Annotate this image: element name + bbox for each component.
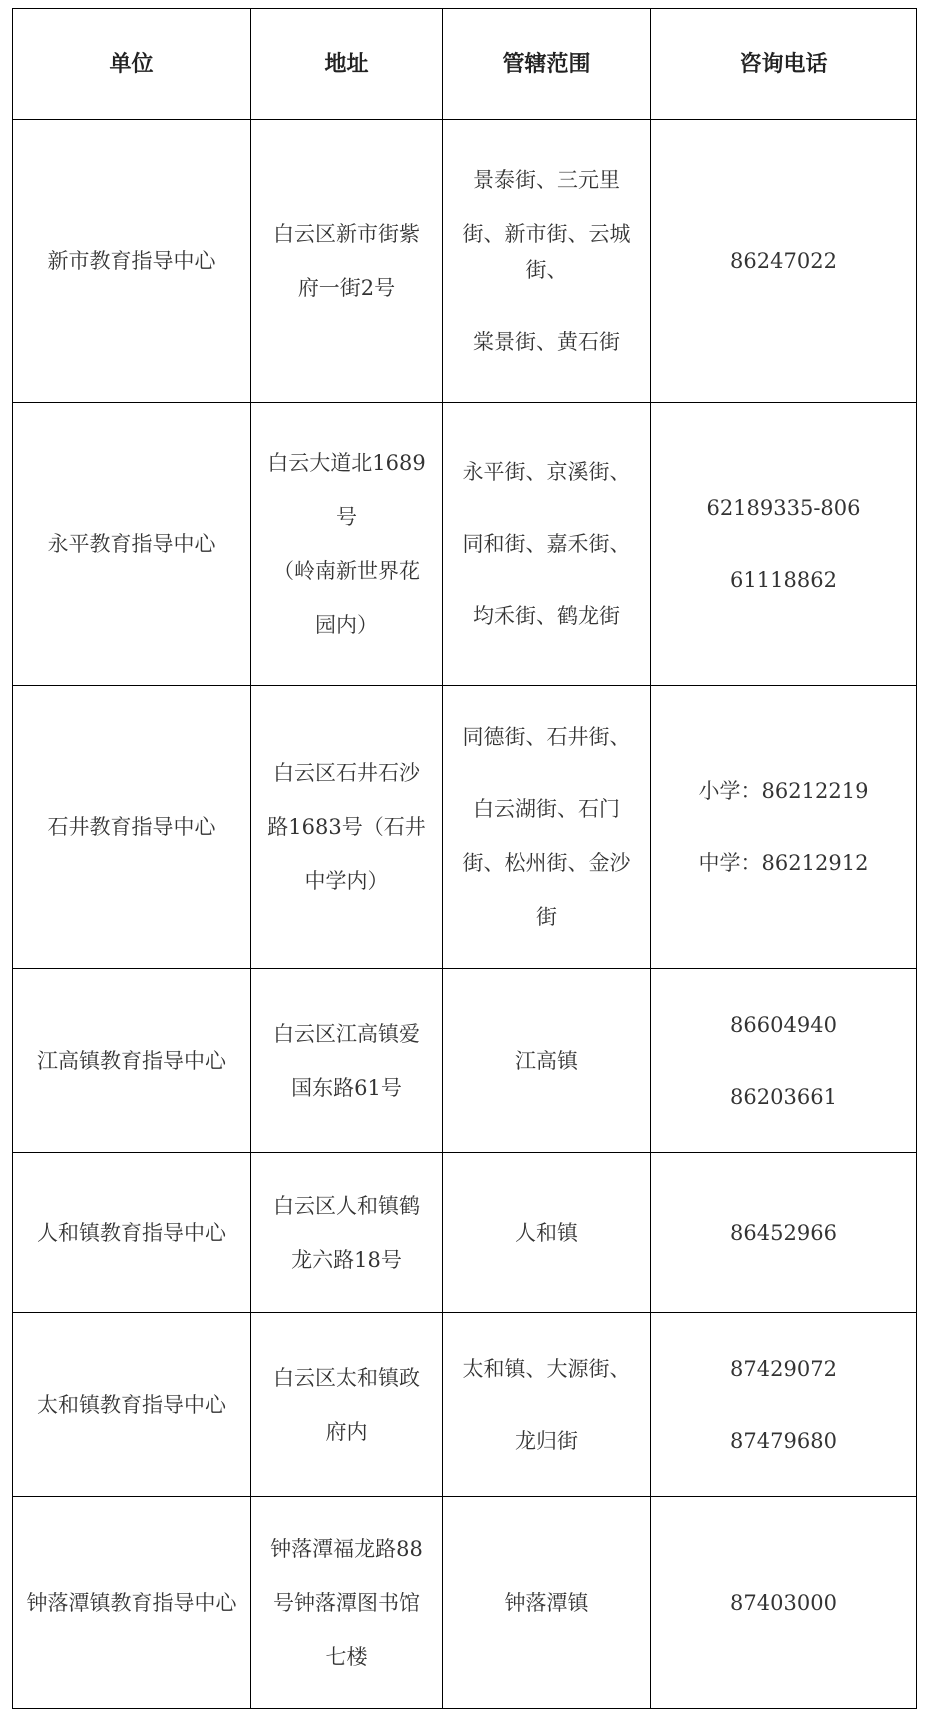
table-row — [13, 686, 917, 969]
address-cell: 白云大道北1689 号 （岭南新世界花 园内） — [251, 403, 443, 686]
phone-cell: 86247022 — [651, 120, 917, 403]
education-centers-table — [12, 8, 917, 1709]
address-cell: 白云区石井石沙 路1683号（石井 中学内） — [251, 686, 443, 969]
unit-cell: 人和镇教育指导中心 — [13, 1153, 251, 1313]
unit-cell: 太和镇教育指导中心 — [13, 1313, 251, 1497]
table-row — [13, 403, 917, 686]
table-row — [13, 969, 917, 1153]
phone-cell: 87403000 — [651, 1497, 917, 1709]
unit-cell: 石井教育指导中心 — [13, 686, 251, 969]
scope-cell: 永平街、京溪街、 同和街、嘉禾街、 均禾街、鹤龙街 — [443, 403, 651, 686]
scope-cell: 景泰街、三元里 街、新市街、云城 街、 棠景街、黄石街 — [443, 120, 651, 403]
scope-cell: 同德街、石井街、 白云湖街、石门 街、松州街、金沙 街 — [443, 686, 651, 969]
unit-cell: 新市教育指导中心 — [13, 120, 251, 403]
header-phone: 咨询电话 — [651, 9, 917, 120]
scope-cell: 太和镇、大源街、 龙归街 — [443, 1313, 651, 1497]
phone-cell: 86452966 — [651, 1153, 917, 1313]
unit-cell: 永平教育指导中心 — [13, 403, 251, 686]
phone-cell: 小学：86212219 中学：86212912 — [651, 686, 917, 969]
unit-cell: 江高镇教育指导中心 — [13, 969, 251, 1153]
address-cell: 钟落潭福龙路88 号钟落潭图书馆 七楼 — [251, 1497, 443, 1709]
address-cell: 白云区新市街紫 府一街2号 — [251, 120, 443, 403]
header-unit: 单位 — [13, 9, 251, 120]
scope-cell: 江高镇 — [443, 969, 651, 1153]
phone-cell: 62189335-806 61118862 — [651, 403, 917, 686]
header-address: 地址 — [251, 9, 443, 120]
phone-cell: 86604940 86203661 — [651, 969, 917, 1153]
scope-cell: 钟落潭镇 — [443, 1497, 651, 1709]
unit-cell: 钟落潭镇教育指导中心 — [13, 1497, 251, 1709]
table-row — [13, 1153, 917, 1313]
phone-cell: 87429072 87479680 — [651, 1313, 917, 1497]
table-row — [13, 1313, 917, 1497]
address-cell: 白云区人和镇鹤 龙六路18号 — [251, 1153, 443, 1313]
table-row — [13, 1497, 917, 1709]
table-header-row — [13, 9, 917, 120]
address-cell: 白云区江高镇爱 国东路61号 — [251, 969, 443, 1153]
table-row — [13, 120, 917, 403]
scope-cell: 人和镇 — [443, 1153, 651, 1313]
address-cell: 白云区太和镇政 府内 — [251, 1313, 443, 1497]
header-scope: 管辖范围 — [443, 9, 651, 120]
